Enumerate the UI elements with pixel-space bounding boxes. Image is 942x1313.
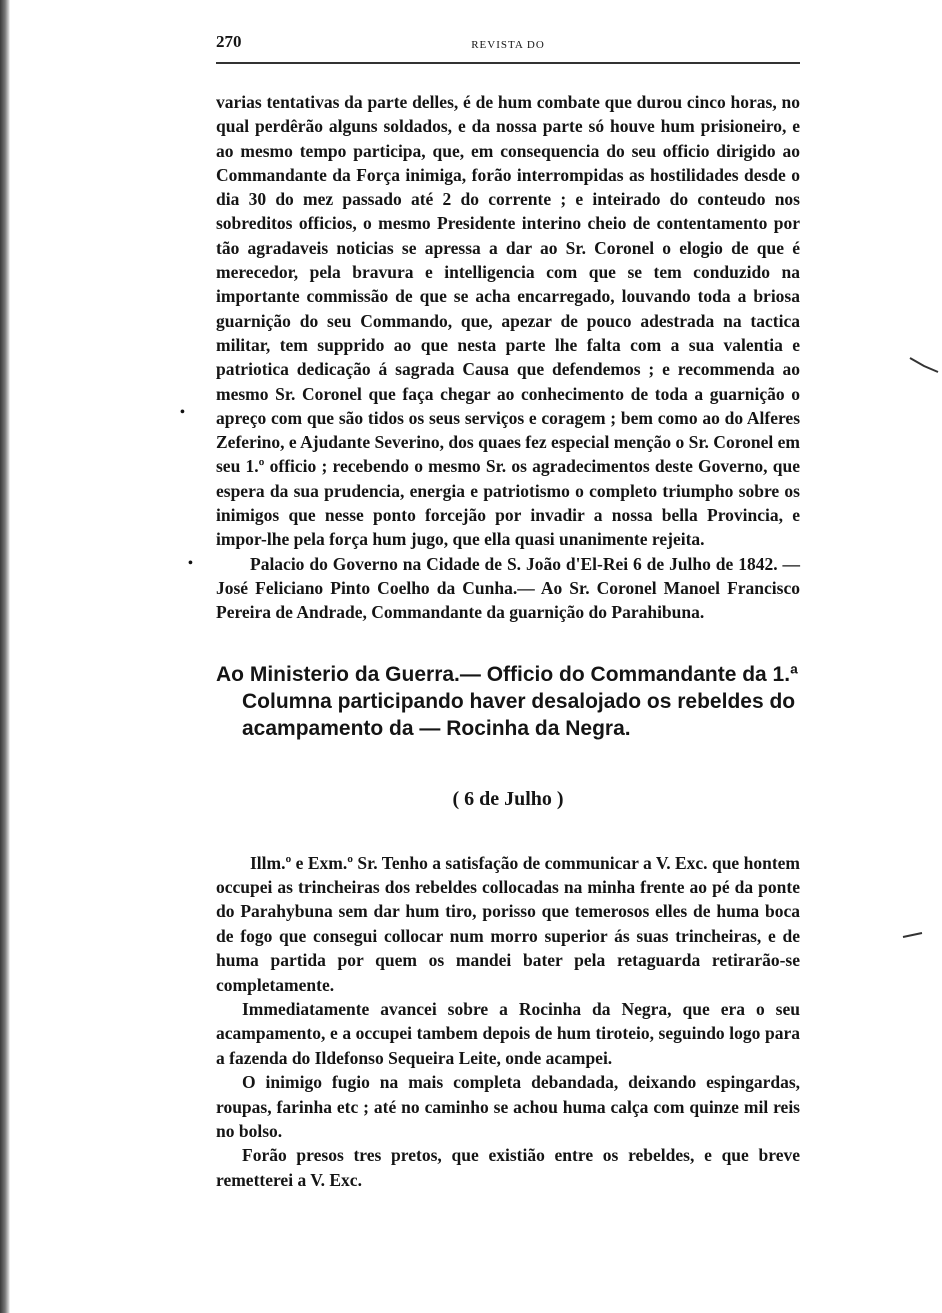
margin-mark	[902, 930, 924, 940]
paragraph-advance: Immediatamente avancei sobre a Rocinha da Negra, que era o seu acampamento, e a occupei tambem depois de hum tiroteio, seguindo logo para a fazenda do Ildefonso Sequeira Leite, onde acampei.	[216, 998, 800, 1068]
date-heading: ( 6 de Julho )	[452, 787, 564, 810]
margin-dot: •	[180, 405, 185, 420]
running-head	[216, 30, 800, 56]
margin-mark	[908, 356, 942, 376]
body-bottom	[216, 851, 800, 1193]
margin-dot: •	[188, 556, 193, 571]
paragraph-prisoners: Forão presos tres pretos, que existião entre os rebeldes, e que breve remetterei a V. Exc.	[216, 1145, 800, 1190]
section-heading: Ao Ministerio da Guerra.— Officio do Commandante da 1.ª Columna participando haver desalojado os rebeldes do acampamento da — Rocinha da Negra.	[216, 662, 798, 740]
paragraph-enemy-fled: O inimigo fugio na mais completa debandada, deixando espingardas, roupas, farinha etc ; até no caminho se achou huma calça com quinze mil reis no bolso.	[216, 1072, 800, 1141]
page-binding-edge	[0, 0, 10, 1313]
running-title: REVISTA DO	[471, 39, 545, 51]
document-page	[216, 30, 800, 1192]
page-number: 270	[216, 32, 242, 51]
body-top	[216, 90, 800, 625]
paragraph-letter-opening: Illm.º e Exm.º Sr. Tenho a satisfação de communicar a V. Exc. que hontem occupei as trincheiras dos rebeldes collocadas na minha frente ao pé da ponte do Parahybuna sem dar hum tiro, porisso que temerosos elles de huma boca de fogo que consegui collocar num morro superior ás suas trincheiras, e de huma partida por quem os mandei bater pela retaguarda retirarão-se completamente.	[216, 852, 800, 995]
paragraph-signature: Palacio do Governo na Cidade de S. João d'El-Rei 6 de Julho de 1842. — José Feliciano Pinto Coelho da Cunha.— Ao Sr. Coronel Manoel Francisco Pereira de Andrade, Commandante da guarnição do Parahibuna.	[216, 553, 800, 623]
header-rule	[216, 62, 800, 64]
paragraph-continuation: varias tentativas da parte delles, é de hum combate que durou cinco horas, no qual perdêrão alguns soldados, e da nossa parte só houve hum prisioneiro, e ao mesmo tempo participa, que, em consequencia do seu officio dirigido ao Commandante da Força inimiga, forão interrompidas as hostilidades desde o dia 30 do mez passado até 2 do corrente ; e inteirado do conteudo nos sobreditos officios, o mesmo Presidente interino cheio de contentamento por tão agradaveis noticias se apressa a dar ao Sr. Coronel o elogio de que é merecedor, pela bravura e intelligencia com que se tem conduzido na importante commissão de que se acha encarregado, louvando toda a briosa guarnição do seu Commando, que, apezar de pouco adestrada na tactica militar, tem supprido ao que nesta parte lhe falta com a sua valentia e patriotica dedicação á sagrada Causa que defendemos ; e recommenda ao mesmo Sr. Coronel que faça chegar ao conhecimento de toda a guarnição o apreço com que são tidos os seus serviços e coragem ; bem como ao do Alferes Zeferino, e Ajudante Severino, dos quaes fez especial menção o Sr. Coronel em seu 1.º officio ; recebendo o mesmo Sr. os agradecimentos deste Governo, que espera da sua prudencia, energia e patriotismo o completo triumpho sobre os inimigos que nesse ponto forcejão por invadir a nossa bella Provincia, e impor-lhe pela força hum jugo, que ella quasi unanimente rejeita.	[216, 92, 800, 550]
